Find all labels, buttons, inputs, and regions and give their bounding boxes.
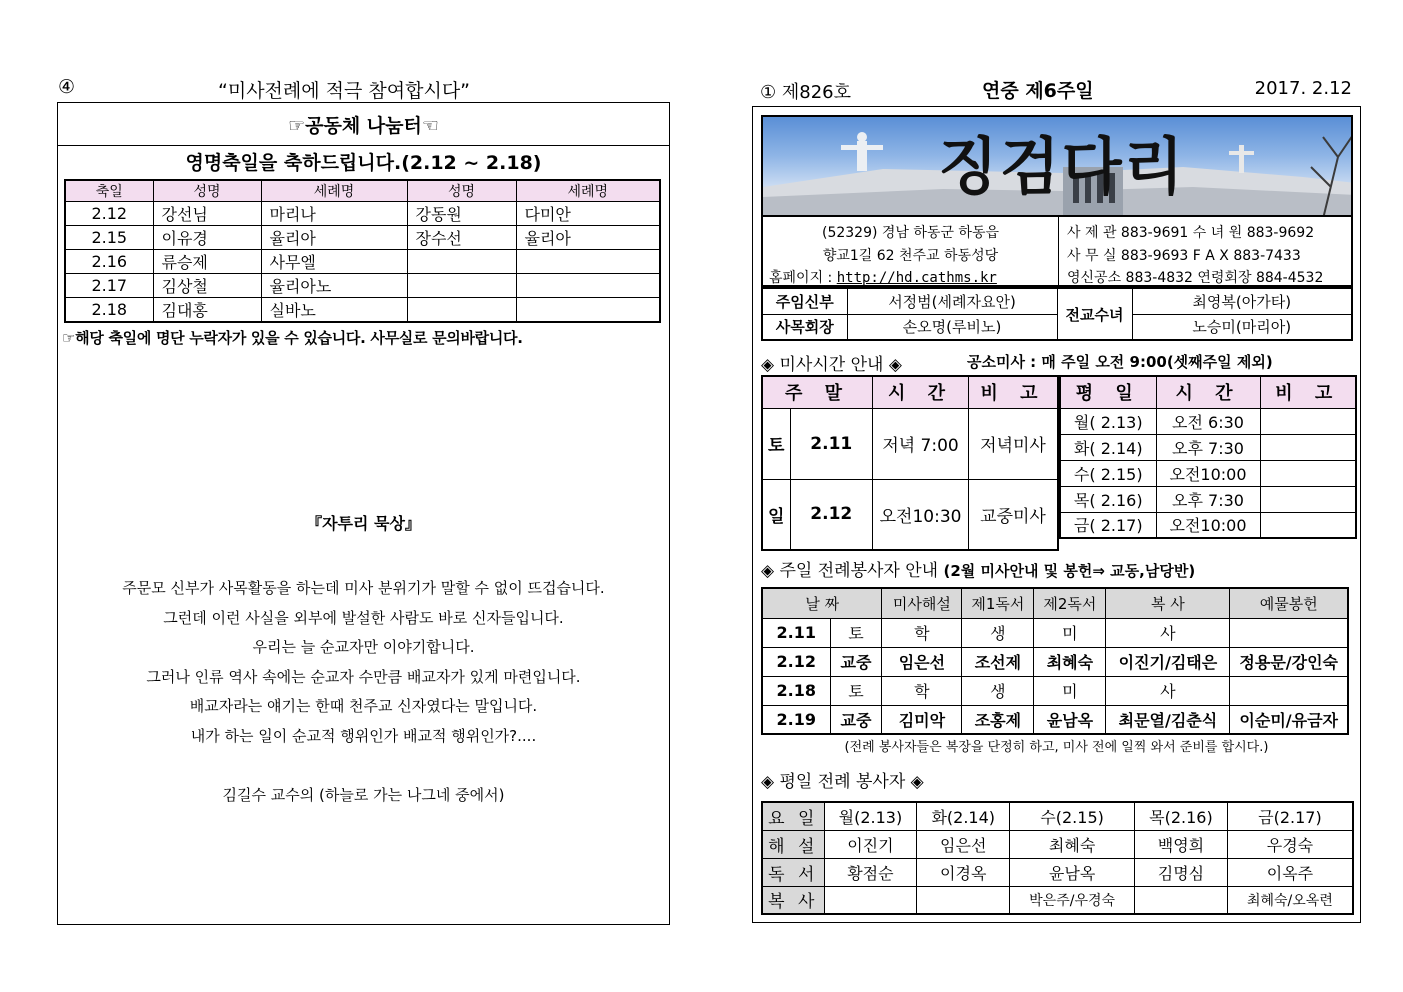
servers-title-text: ◈ 주일 전례봉사자 안내 — [761, 561, 944, 581]
wds-day: 수(2.15) — [1010, 802, 1135, 830]
table-row — [762, 408, 1058, 479]
servers-reader2: 윤남옥 — [1034, 705, 1106, 734]
feast-baptismal-name: 율리아 — [261, 226, 407, 250]
weekday-time: 오후 7:30 — [1156, 434, 1260, 460]
wds-cell: 백영희 — [1135, 830, 1228, 858]
wds-cell: 황점순 — [824, 858, 917, 886]
servers-reader2: 최혜숙 — [1034, 647, 1106, 676]
feast-name — [407, 274, 516, 298]
pastor-label: 주임신부 — [762, 288, 847, 314]
meditation-line: 배교자라는 얘기는 한때 천주교 신자였다는 말입니다. — [189, 697, 538, 715]
meditation-title: 『자투리 묵상』 — [306, 514, 421, 533]
feast-date: 2.18 — [65, 298, 153, 323]
sharing-title: ☞공동체 나눔터☜ — [288, 115, 439, 137]
feast-header: 성명 — [153, 180, 261, 202]
servers-reader1: 생 — [962, 676, 1034, 705]
servers-commentator: 임은선 — [882, 647, 962, 676]
table-row — [762, 618, 1348, 647]
feast-name: 장수선 — [407, 226, 516, 250]
page-number: ④ — [58, 76, 76, 98]
servers-header: 복 사 — [1106, 588, 1230, 618]
table-row — [762, 647, 1348, 676]
wds-header-label: 요 일 — [762, 802, 824, 830]
left-page-box — [57, 102, 670, 925]
table-row — [1060, 486, 1356, 512]
banner-image — [761, 115, 1353, 217]
servers-offering: 이순미/유금자 — [1230, 705, 1348, 734]
servers-date: 2.19 — [762, 705, 830, 734]
weekday-note — [1260, 460, 1356, 486]
weekend-time: 오전10:30 — [873, 479, 969, 550]
weekday-header: 시 간 — [1156, 376, 1260, 408]
feast-baptismal-name: 율리아노 — [261, 274, 407, 298]
weekday-note — [1260, 408, 1356, 434]
chairman-name: 손오명(루비노) — [847, 314, 1057, 340]
wds-role: 복 사 — [762, 886, 824, 914]
feast-name: 김대홍 — [153, 298, 261, 323]
weekday-date: 월( 2.13) — [1060, 408, 1156, 434]
table-header-row — [762, 376, 1058, 408]
wds-cell: 이경옥 — [917, 858, 1010, 886]
servers-offering — [1230, 618, 1348, 647]
meditation-line: 그런데 이런 사실을 외부에 발설한 사람도 바로 신자들입니다. — [163, 608, 564, 627]
homepage-row — [769, 267, 1064, 287]
servers-date: 2.18 — [762, 676, 830, 705]
wds-day: 월(2.13) — [824, 802, 917, 830]
wds-cell — [1135, 886, 1228, 914]
table-row — [1060, 512, 1356, 538]
wds-role: 해 설 — [762, 830, 824, 858]
weekday-time: 오전 6:30 — [1156, 408, 1260, 434]
table-row — [1060, 460, 1356, 486]
servers-date: 2.12 — [762, 647, 830, 676]
address-line: (52329) 경남 하동군 하동읍 — [821, 225, 999, 241]
table-row — [65, 226, 660, 250]
wds-cell: 최혜숙/오옥련 — [1227, 886, 1353, 914]
weekday-note — [1260, 486, 1356, 512]
feast-baptismal-name: 다미안 — [516, 202, 660, 226]
meditation-line: 주문모 신부가 사목활동을 하는데 미사 분위기가 말할 수 없이 뜨겁습니다. — [122, 579, 605, 597]
table-row — [762, 705, 1348, 734]
feast-name: 강동원 — [407, 202, 516, 226]
wds-cell: 임은선 — [917, 830, 1010, 858]
left-page-header — [58, 76, 670, 102]
feast-note: ☞해당 축일에 명단 누락자가 있을 수 있습니다. 사무실로 문의바랍니다. — [62, 329, 523, 347]
weekend-note: 저녁미사 — [969, 408, 1058, 479]
weekday-date: 금( 2.17) — [1060, 512, 1156, 538]
weekend-date: 2.12 — [790, 479, 873, 550]
feast-name: 강선님 — [153, 202, 261, 226]
weekday-time: 오전10:00 — [1156, 460, 1260, 486]
feast-baptismal-name: 사무엘 — [261, 250, 407, 274]
table-row — [65, 250, 660, 274]
weekend-day: 토 — [762, 408, 790, 479]
address-line: 향교1길 62 천주교 하동성당 — [822, 248, 999, 264]
servers-header: 제1독서 — [962, 588, 1034, 618]
weekday-header: 비 고 — [1260, 376, 1356, 408]
issue-number: ① 제826호 — [760, 82, 851, 103]
weekday-note — [1260, 512, 1356, 538]
wds-cell: 이옥주 — [1227, 858, 1353, 886]
wds-day: 화(2.14) — [917, 802, 1010, 830]
phone-block — [1063, 217, 1353, 285]
gongso-mass-note: 공소미사 : 매 주일 오전 9:00(셋째주일 제외) — [967, 353, 1273, 371]
weekend-time: 저녁 7:00 — [873, 408, 969, 479]
feast-header-row — [65, 180, 660, 202]
table-row — [1060, 408, 1356, 434]
phone-line: 영신공소 883-4832 연령회장 884-4532 — [1067, 270, 1324, 286]
weekend-date: 2.11 — [790, 408, 873, 479]
wds-day: 목(2.16) — [1135, 802, 1228, 830]
table-header-row — [1060, 376, 1356, 408]
weekend-mass-table — [761, 375, 1059, 551]
weekend-day: 일 — [762, 479, 790, 550]
mass-schedule-title — [761, 350, 1273, 375]
sister-label: 전교수녀 — [1057, 288, 1132, 340]
meditation-line: 내가 하는 일이 순교적 행위인가 배교적 행위인가?.... — [190, 726, 537, 745]
servers-mass-type: 교중 — [830, 705, 882, 734]
chairman-label: 사목회장 — [762, 314, 847, 340]
feast-header: 세례명 — [516, 180, 660, 202]
feast-baptismal-name — [516, 250, 660, 274]
newsletter-title: 징검다리 — [938, 130, 1186, 203]
wds-cell — [824, 886, 917, 914]
weekday-time: 오후 7:30 — [1156, 486, 1260, 512]
weekday-mass-table — [1059, 375, 1357, 539]
slogan: “미사전례에 적극 참여합시다” — [218, 80, 471, 102]
feast-header: 세례명 — [261, 180, 407, 202]
meditation-line: 우리는 늘 순교자만 이야기합니다. — [252, 638, 475, 656]
wds-role: 독 서 — [762, 858, 824, 886]
address-block — [763, 217, 1059, 285]
servers-reader1: 조선제 — [962, 647, 1034, 676]
parish-info — [761, 217, 1353, 287]
right-page-header — [760, 76, 1352, 102]
weekday-date: 수( 2.15) — [1060, 460, 1156, 486]
wds-cell: 최혜숙 — [1010, 830, 1135, 858]
table-row — [65, 274, 660, 298]
table-row — [762, 830, 1353, 858]
homepage-label: 홈페이지 : — [769, 270, 837, 286]
homepage-link[interactable]: http://hd.cathms.kr — [836, 270, 997, 286]
sunday-servers-table — [761, 587, 1349, 735]
feast-name: 류승제 — [153, 250, 261, 274]
feast-baptismal-name: 마리나 — [261, 202, 407, 226]
feast-date: 2.15 — [65, 226, 153, 250]
wds-cell: 박은주/우경숙 — [1010, 886, 1135, 914]
table-row — [65, 202, 660, 226]
weekend-header: 비 고 — [969, 376, 1058, 408]
table-header-row — [762, 588, 1348, 618]
weekend-header: 시 간 — [873, 376, 969, 408]
servers-reader1: 조홍제 — [962, 705, 1034, 734]
weekend-header: 주 말 — [762, 376, 873, 408]
servers-offering: 정용문/강인숙 — [1230, 647, 1348, 676]
divider — [58, 145, 669, 146]
weekday-servers-title: ◈ 평일 전례 봉사자 ◈ — [761, 772, 924, 792]
feast-table — [64, 179, 661, 323]
servers-commentator: 학 — [882, 676, 962, 705]
feast-baptismal-name — [516, 274, 660, 298]
wds-day: 금(2.17) — [1227, 802, 1353, 830]
mass-title-text: ◈ 미사시간 안내 ◈ — [761, 355, 902, 375]
servers-reader1: 생 — [962, 618, 1034, 647]
servers-mass-type: 토 — [830, 676, 882, 705]
servers-reader2: 미 — [1034, 618, 1106, 647]
sister-name: 최영복(아가타) — [1132, 288, 1352, 314]
table-row — [762, 886, 1353, 914]
servers-date: 2.11 — [762, 618, 830, 647]
feast-name: 이유경 — [153, 226, 261, 250]
feast-baptismal-name: 율리아 — [516, 226, 660, 250]
servers-altar: 사 — [1106, 676, 1230, 705]
meditation-section — [58, 511, 669, 811]
feast-baptismal-name: 실바노 — [261, 298, 407, 323]
feast-title: 영명축일을 축하드립니다.(2.12 ~ 2.18) — [185, 152, 542, 174]
servers-altar: 사 — [1106, 618, 1230, 647]
phone-line: 사 제 관 883-9691 수 녀 원 883-9692 — [1067, 225, 1315, 241]
wds-cell: 우경숙 — [1227, 830, 1353, 858]
right-page-box — [752, 106, 1361, 923]
table-row — [65, 298, 660, 323]
servers-title-note: (2월 미사안내 및 봉헌⇒ 교동,남당반) — [943, 562, 1196, 580]
table-row — [762, 479, 1058, 550]
sunday-servers-title — [761, 556, 1195, 581]
weekday-date: 화( 2.14) — [1060, 434, 1156, 460]
feast-name: 김상철 — [153, 274, 261, 298]
servers-mass-type: 토 — [830, 618, 882, 647]
servers-reader2: 미 — [1034, 676, 1106, 705]
feast-header: 성명 — [407, 180, 516, 202]
servers-altar: 최문열/김춘식 — [1106, 705, 1230, 734]
pastor-name: 서정범(세례자요안) — [847, 288, 1057, 314]
clergy-table — [761, 287, 1353, 341]
wds-cell: 김명심 — [1135, 858, 1228, 886]
weekday-header: 평 일 — [1060, 376, 1156, 408]
table-row — [762, 858, 1353, 886]
wds-cell: 이진기 — [824, 830, 917, 858]
servers-header: 날 짜 — [762, 588, 882, 618]
weekday-note — [1260, 434, 1356, 460]
wds-cell — [917, 886, 1010, 914]
issue-date: 2017. 2.12 — [1254, 78, 1352, 99]
weekday-servers-table — [761, 801, 1354, 915]
table-header-row — [762, 802, 1353, 830]
phone-line: 사 무 실 883-9693 F A X 883-7433 — [1067, 248, 1301, 264]
feast-date: 2.16 — [65, 250, 153, 274]
sister-name: 노승미(마리아) — [1132, 314, 1352, 340]
servers-mass-type: 교중 — [830, 647, 882, 676]
feast-date: 2.17 — [65, 274, 153, 298]
meditation-author: 김길수 교수의 (하늘로 가는 나그네 중에서) — [222, 786, 505, 804]
liturgical-week: 연중 제6주일 — [982, 80, 1094, 102]
feast-baptismal-name — [516, 298, 660, 323]
servers-header: 제2독서 — [1034, 588, 1106, 618]
weekday-time: 오전10:00 — [1156, 512, 1260, 538]
feast-name — [407, 298, 516, 323]
table-row — [1060, 434, 1356, 460]
table-row — [762, 288, 1352, 314]
servers-commentator: 학 — [882, 618, 962, 647]
feast-header: 축일 — [65, 180, 153, 202]
table-row — [762, 676, 1348, 705]
servers-note: (전례 봉사자들은 복장을 단정히 하고, 미사 전에 일찍 와서 준비를 합시다.) — [844, 740, 1269, 755]
servers-altar: 이진기/김태은 — [1106, 647, 1230, 676]
weekday-date: 목( 2.16) — [1060, 486, 1156, 512]
feast-name — [407, 250, 516, 274]
meditation-line: 그러나 인류 역사 속에는 순교자 수만큼 배교자가 있게 마련입니다. — [146, 667, 581, 686]
feast-date: 2.12 — [65, 202, 153, 226]
servers-commentator: 김미악 — [882, 705, 962, 734]
servers-offering — [1230, 676, 1348, 705]
servers-header: 미사해설 — [882, 588, 962, 618]
wds-cell: 윤남옥 — [1010, 858, 1135, 886]
servers-header: 예물봉헌 — [1230, 588, 1348, 618]
weekend-note: 교중미사 — [969, 479, 1058, 550]
